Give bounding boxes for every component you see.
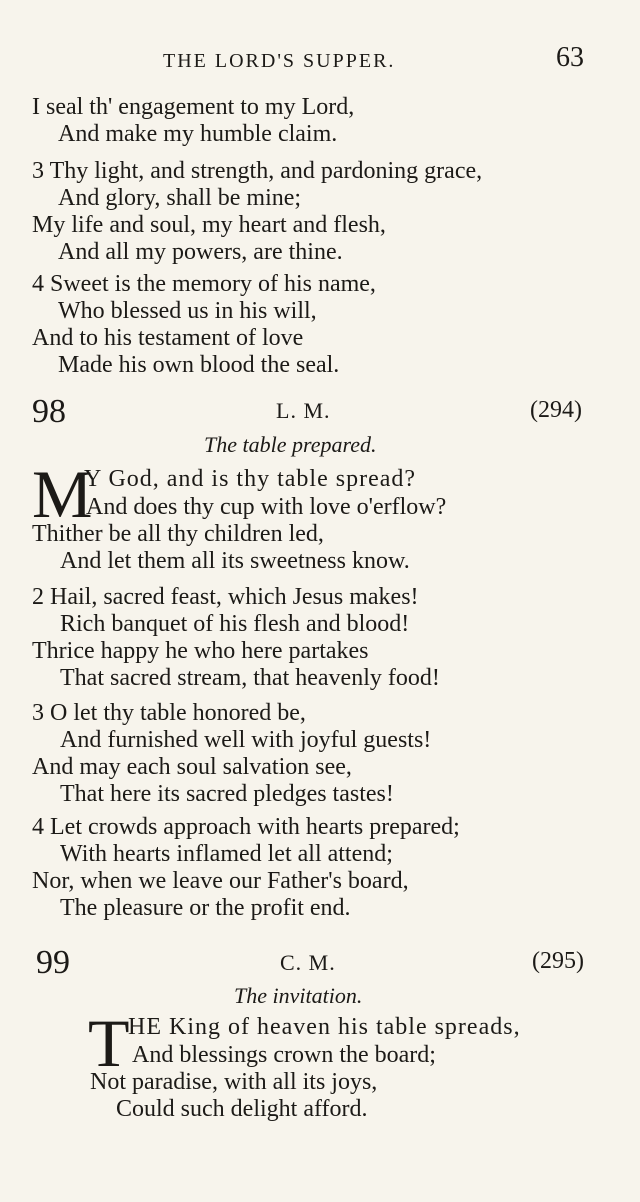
verse-line: Thither be all thy children led, — [32, 521, 324, 547]
verse-line: 4 Sweet is the memory of his name, — [32, 271, 376, 297]
hymn-meter: C. M. — [280, 950, 336, 975]
verse-line: Who blessed us in his will, — [58, 298, 317, 324]
running-title: THE LORD'S SUPPER. — [163, 50, 396, 72]
verse-line: That here its sacred pledges tastes! — [60, 781, 394, 807]
verse-line: 3 O let thy table honored be, — [32, 700, 306, 726]
verse-line: Nor, when we leave our Father's board, — [32, 868, 409, 894]
verse-line: And does thy cup with love o'erflow? — [86, 494, 447, 520]
verse-line: 4 Let crowds approach with hearts prepared; — [32, 814, 460, 840]
verse-line: Made his own blood the seal. — [58, 352, 340, 378]
verse-line: HE King of heaven his table spreads, — [128, 1014, 521, 1040]
verse-line: 2 Hail, sacred feast, which Jesus makes! — [32, 584, 419, 610]
page-number: 63 — [556, 42, 584, 73]
verse-line: I seal th' engagement to my Lord, — [32, 94, 355, 120]
verse-line: 3 Thy light, and strength, and pardoning grace, — [32, 158, 483, 184]
hymn-title: The table prepared. — [204, 432, 377, 457]
verse-line: And glory, shall be mine; — [58, 185, 302, 211]
verse-line: And to his testament of love — [32, 325, 304, 351]
verse-line: Y God, and is thy table spread? — [84, 466, 417, 492]
hymn-number: 98 — [32, 393, 66, 430]
verse-line: And furnished well with joyful guests! — [60, 727, 432, 753]
verse-line: Not paradise, with all its joys, — [90, 1069, 378, 1095]
verse-line: And blessings crown the board; — [132, 1042, 436, 1068]
verse-line: And all my powers, are thine. — [58, 239, 343, 265]
verse-line: Could such delight afford. — [116, 1096, 368, 1122]
hymn-reference: (295) — [532, 948, 584, 974]
verse-line: Thrice happy he who here partakes — [32, 638, 369, 664]
verse-line: And make my humble claim. — [58, 121, 338, 147]
verse-line: And let them all its sweetness know. — [60, 548, 410, 574]
verse-line: My life and soul, my heart and flesh, — [32, 212, 386, 238]
drop-cap: T — [88, 1005, 130, 1081]
hymn-reference: (294) — [530, 397, 582, 423]
verse-line: And may each soul salvation see, — [32, 754, 352, 780]
verse-line: With hearts inflamed let all attend; — [60, 841, 393, 867]
hymn-number: 99 — [36, 944, 70, 981]
verse-line: That sacred stream, that heavenly food! — [60, 665, 440, 691]
hymn-meter: L. M. — [276, 398, 331, 423]
drop-cap: M — [32, 456, 93, 532]
verse-line: Rich banquet of his flesh and blood! — [60, 611, 410, 637]
verse-line: The pleasure or the profit end. — [60, 895, 351, 921]
hymn-title: The invitation. — [234, 983, 363, 1008]
